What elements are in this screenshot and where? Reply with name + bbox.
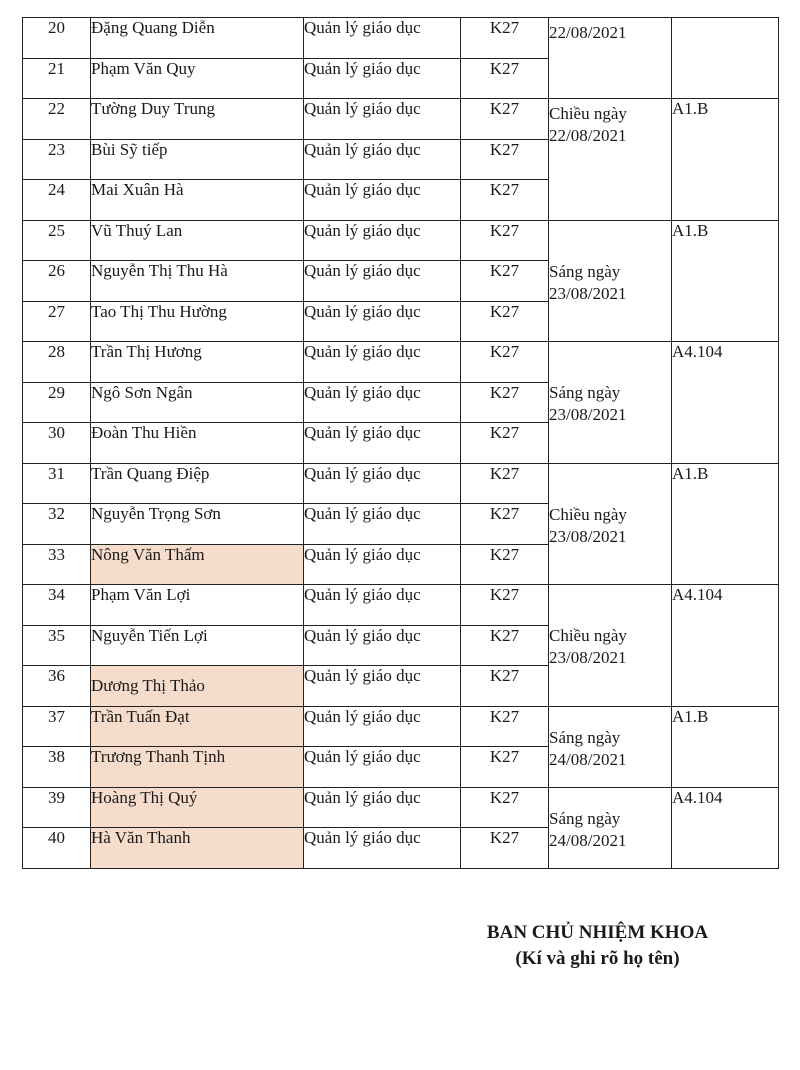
session-time-line1: Sáng ngày [549,261,621,281]
student-name: Bùi Sỹ tiếp [91,139,304,180]
row-number: 39 [23,787,91,828]
cohort-cell: K27 [461,828,549,869]
student-name: Hà Văn Thanh [91,828,304,869]
major-cell: Quản lý giáo dục [304,585,461,626]
major-cell: Quản lý giáo dục [304,625,461,666]
student-name: Mai Xuân Hà [91,180,304,221]
student-name: Dương Thị Thảo [91,666,304,707]
student-name: Tao Thị Thu Hường [91,301,304,342]
row-number: 31 [23,463,91,504]
major-cell: Quản lý giáo dục [304,787,461,828]
session-time-line2: 23/08/2021 [549,283,627,303]
cohort-cell: K27 [461,301,549,342]
session-time [549,220,672,342]
major-cell: Quản lý giáo dục [304,463,461,504]
student-name: Vũ Thuý Lan [91,220,304,261]
row-number: 38 [23,747,91,788]
signature-block [460,920,735,972]
major-cell: Quản lý giáo dục [304,504,461,545]
row-number: 27 [23,301,91,342]
cohort-cell: K27 [461,342,549,383]
table-row [23,99,779,140]
student-name: Đoàn Thu Hiền [91,423,304,464]
cohort-cell: K27 [461,261,549,302]
student-name: Trần Quang Điệp [91,463,304,504]
session-time-line2: 22/08/2021 [549,126,627,145]
student-name: Nguyễn Tiến Lợi [91,625,304,666]
major-cell: Quản lý giáo dục [304,544,461,585]
table-row [23,18,779,59]
row-number: 22 [23,99,91,140]
cohort-cell: K27 [461,747,549,788]
cohort-cell: K27 [461,382,549,423]
table-row [23,342,779,383]
row-number: 36 [23,666,91,707]
row-number: 24 [23,180,91,221]
row-number: 40 [23,828,91,869]
major-cell: Quản lý giáo dục [304,666,461,707]
cohort-cell: K27 [461,58,549,99]
session-room: A1.B [672,463,779,585]
session-time-line1: Chiều ngày [549,504,627,524]
cohort-cell: K27 [461,180,549,221]
session-room: A1.B [672,99,779,221]
row-number: 35 [23,625,91,666]
table-row [23,585,779,626]
student-name: Nông Văn Thấm [91,544,304,585]
session-time [549,787,672,868]
session-time [549,99,672,221]
session-time-line2: 24/08/2021 [549,749,627,769]
student-name: Tường Duy Trung [91,99,304,140]
major-cell: Quản lý giáo dục [304,828,461,869]
session-time-line1: Sáng ngày [549,727,621,747]
session-time [549,18,672,99]
cohort-cell: K27 [461,585,549,626]
session-time [549,463,672,585]
session-time-line1: Chiều ngày [549,104,627,123]
session-time-line2: 23/08/2021 [549,405,627,425]
session-time [549,706,672,787]
cohort-cell: K27 [461,423,549,464]
row-number: 34 [23,585,91,626]
student-name: Trần Thị Hương [91,342,304,383]
major-cell: Quản lý giáo dục [304,139,461,180]
major-cell: Quản lý giáo dục [304,180,461,221]
roster-table [22,17,779,869]
session-time-line1: Chiều ngày [549,626,627,646]
row-number: 28 [23,342,91,383]
student-name: Nguyễn Thị Thu Hà [91,261,304,302]
student-name: Phạm Văn Quy [91,58,304,99]
row-number: 29 [23,382,91,423]
cohort-cell: K27 [461,99,549,140]
row-number: 20 [23,18,91,59]
session-room: A4.104 [672,342,779,464]
row-number: 30 [23,423,91,464]
session-time [549,585,672,707]
student-name: Trương Thanh Tịnh [91,747,304,788]
row-number: 26 [23,261,91,302]
session-room: A1.B [672,220,779,342]
student-name: Phạm Văn Lợi [91,585,304,626]
major-cell: Quản lý giáo dục [304,301,461,342]
major-cell: Quản lý giáo dục [304,423,461,464]
major-cell: Quản lý giáo dục [304,342,461,383]
cohort-cell: K27 [461,463,549,504]
session-time-line1: Sáng ngày [549,808,621,828]
session-time-line1: Sáng ngày [549,383,621,403]
cohort-cell: K27 [461,706,549,747]
student-name: Hoàng Thị Quý [91,787,304,828]
table-row [23,706,779,747]
session-room: A4.104 [672,585,779,707]
student-name: Trần Tuấn Đạt [91,706,304,747]
signature-note: (Kí và ghi rõ họ tên) [515,948,680,969]
cohort-cell: K27 [461,544,549,585]
cohort-cell: K27 [461,666,549,707]
session-time-line2: 24/08/2021 [549,830,627,850]
row-number: 37 [23,706,91,747]
major-cell: Quản lý giáo dục [304,18,461,59]
major-cell: Quản lý giáo dục [304,99,461,140]
session-room: A4.104 [672,787,779,868]
major-cell: Quản lý giáo dục [304,706,461,747]
signature-title: BAN CHỦ NHIỆM KHOA [486,922,709,943]
cohort-cell: K27 [461,787,549,828]
table-row [23,220,779,261]
student-name: Ngô Sơn Ngân [91,382,304,423]
major-cell: Quản lý giáo dục [304,747,461,788]
cohort-cell: K27 [461,504,549,545]
cohort-cell: K27 [461,18,549,59]
row-number: 33 [23,544,91,585]
row-number: 21 [23,58,91,99]
session-time-line2: 23/08/2021 [549,526,627,546]
major-cell: Quản lý giáo dục [304,220,461,261]
session-time [549,342,672,464]
session-time-line1: 22/08/2021 [549,23,627,42]
major-cell: Quản lý giáo dục [304,382,461,423]
row-number: 23 [23,139,91,180]
row-number: 25 [23,220,91,261]
session-time-line2: 23/08/2021 [549,648,627,668]
major-cell: Quản lý giáo dục [304,58,461,99]
session-room [672,18,779,99]
session-room: A1.B [672,706,779,787]
row-number: 32 [23,504,91,545]
cohort-cell: K27 [461,139,549,180]
major-cell: Quản lý giáo dục [304,261,461,302]
table-row [23,463,779,504]
cohort-cell: K27 [461,625,549,666]
student-name: Đặng Quang Diễn [91,18,304,59]
cohort-cell: K27 [461,220,549,261]
student-name: Nguyễn Trọng Sơn [91,504,304,545]
table-row [23,787,779,828]
